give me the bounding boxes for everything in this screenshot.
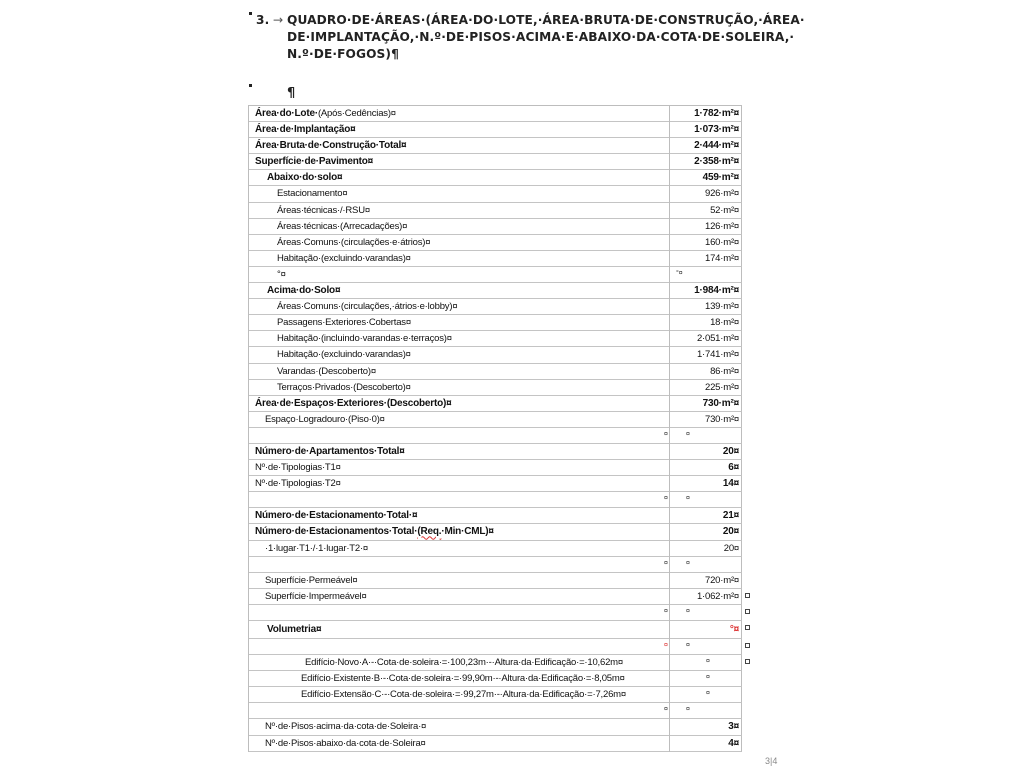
row-label: Habitação·(incluindo·varandas·e·terraços)¤: [277, 333, 452, 345]
table-row: [249, 412, 742, 428]
row-label: Área·Bruta·de·Construção·Total¤: [255, 140, 407, 152]
label-qualifier: (Após·Cedências)¤: [317, 108, 396, 119]
cell-end-mark: ¤: [686, 495, 690, 503]
column-divider: [669, 331, 670, 347]
cell-end-mark: ¤: [664, 607, 668, 615]
table-row: [249, 315, 742, 331]
table-row: [249, 492, 742, 508]
column-divider: [669, 492, 670, 508]
row-value: 18·m²¤: [710, 317, 739, 329]
row-label: Áreas·técnicas·/·RSU¤: [277, 204, 370, 216]
row-value: 2·051·m²¤: [696, 333, 739, 345]
column-divider: [669, 122, 670, 138]
column-divider: [669, 736, 670, 752]
table-row: [249, 719, 742, 735]
row-value: °¤: [729, 624, 739, 635]
column-divider: [669, 671, 670, 687]
cell-end-mark: ¤: [706, 658, 710, 666]
table-row: [249, 203, 742, 219]
cell-end-mark: ¤: [706, 674, 710, 682]
formatting-mark: [249, 12, 252, 15]
cell-end-mark: ¤: [706, 690, 710, 698]
table-row: [249, 138, 742, 154]
row-value: 126·m²¤: [705, 220, 739, 232]
row-label: Número·de·Estacionamentos·Total·(Req.·Min·CML)¤: [255, 526, 494, 538]
cell-end-mark: ¤: [664, 559, 668, 567]
cell-end-mark: ¤: [686, 642, 690, 649]
column-divider: [669, 267, 670, 283]
row-label: Edifício·Extensão·C·-·Cota·de·soleira·=·99,27m·-·Altura·da·Edificação·=·7,26m¤: [301, 689, 626, 701]
cell-end-mark: ¤: [686, 430, 690, 438]
row-label: Áreas·Comuns·(circulações,·átrios·e·lobby)¤: [277, 301, 458, 313]
row-label: Número·de·Estacionamento·Total·¤: [255, 510, 418, 522]
paragraph-mark: ¶: [287, 86, 296, 101]
column-divider: [669, 315, 670, 331]
cell-end-mark: ¤: [664, 706, 668, 714]
heading-line-3: N.º·DE·FOGOS)¶: [287, 47, 399, 61]
table-row: [249, 687, 742, 703]
column-divider: [669, 428, 670, 444]
table-row: [249, 170, 742, 186]
column-divider: [669, 219, 670, 235]
row-label: Estacionamento¤: [277, 188, 348, 200]
column-divider: [669, 299, 670, 315]
row-value: 459·m²¤: [702, 172, 739, 184]
row-value: 160·m²¤: [705, 236, 739, 248]
row-label: Espaço·Logradouro·(Piso·0)¤: [265, 413, 385, 425]
column-divider: [669, 703, 670, 719]
row-label: Volumetria¤: [267, 624, 322, 635]
row-value: 21¤: [722, 510, 739, 522]
row-value: 225·m²¤: [705, 381, 739, 393]
formatting-mark: [249, 84, 252, 87]
row-end-mark: [745, 659, 750, 664]
table-row: [249, 639, 742, 655]
section-number: 3.: [256, 13, 270, 27]
row-label: Superfície·Impermeável¤: [265, 590, 367, 602]
row-value: 926·m²¤: [705, 188, 739, 200]
row-value: 20¤: [722, 526, 739, 538]
column-divider: [669, 444, 670, 460]
row-end-mark: [745, 625, 750, 630]
table-row: [249, 557, 742, 573]
table-row: [249, 508, 742, 524]
row-label: Área·do·Lote·(Após·Cedências)¤: [255, 108, 396, 119]
row-label: Habitação·(excluindo·varandas)¤: [277, 349, 411, 361]
row-label: Número·de·Apartamentos·Total¤: [255, 445, 405, 457]
row-label: Superfície·de·Pavimento¤: [255, 156, 374, 168]
row-label: Superfície·Permeável¤: [265, 574, 358, 586]
table-row: [249, 703, 742, 719]
row-value: 14¤: [722, 478, 739, 490]
table-row: [249, 541, 742, 557]
row-label: Acima·do·Solo¤: [267, 285, 341, 297]
column-divider: [669, 573, 670, 589]
row-end-mark: [745, 643, 750, 648]
row-value: 720·m²¤: [705, 574, 739, 586]
table-row: [249, 283, 742, 299]
table-row: [249, 476, 742, 492]
column-divider: [669, 639, 670, 655]
column-divider: [669, 380, 670, 396]
column-divider: [669, 508, 670, 524]
row-label: Terraços·Privados·(Descoberto)¤: [277, 381, 411, 393]
table-row: [249, 364, 742, 380]
column-divider: [669, 203, 670, 219]
row-value: 139·m²¤: [705, 301, 739, 313]
table-row: [249, 186, 742, 202]
table-row: [249, 589, 742, 605]
column-divider: [669, 541, 670, 557]
table-row: [249, 235, 742, 251]
table-row: [249, 621, 742, 639]
table-row: [249, 573, 742, 589]
table-row: [249, 380, 742, 396]
row-value: 1·782·m²¤: [694, 108, 739, 119]
row-value: 1·062·m²¤: [696, 590, 739, 602]
column-divider: [669, 364, 670, 380]
row-value: 2·444·m²¤: [694, 140, 739, 152]
row-value: 86·m²¤: [710, 365, 739, 377]
column-divider: [669, 138, 670, 154]
row-label: Varandas·(Descoberto)¤: [277, 365, 376, 377]
column-divider: [669, 524, 670, 540]
row-label: Nº·de·Tipologias·T2¤: [255, 478, 341, 490]
column-divider: [669, 283, 670, 299]
row-label: Edifício·Novo·A·-·Cota·de·soleira·=·100,23m·-·Altura·da·Edificação·=·10,62m¤: [305, 657, 623, 669]
table-row: [249, 122, 742, 138]
row-label: °¤: [277, 268, 286, 280]
row-end-mark: [745, 609, 750, 614]
column-divider: [669, 589, 670, 605]
row-label: Abaixo·do·solo¤: [267, 172, 343, 184]
row-label: Área·de·Espaços·Exteriores·(Descoberto)¤: [255, 397, 452, 409]
row-label: Nº·de·Pisos·abaixo·da·cota·de·Soleira¤: [265, 737, 426, 749]
spellcheck-underline: (Req.: [417, 526, 442, 538]
table-row: [249, 251, 742, 267]
table-row: [249, 219, 742, 235]
table-row: [249, 460, 742, 476]
table-row: [249, 347, 742, 363]
column-divider: [669, 347, 670, 363]
page-number: 3|4: [765, 756, 778, 766]
row-label: ·1·lugar·T1·/·1·lugar·T2·¤: [265, 542, 369, 554]
row-value: 730·m²¤: [702, 397, 739, 409]
table-row: [249, 671, 742, 687]
cell-end-mark: ¤: [664, 430, 668, 438]
row-label: Nº·de·Tipologias·T1¤: [255, 462, 341, 474]
table-row: [249, 655, 742, 671]
column-divider: [669, 154, 670, 170]
row-label: Edifício·Existente·B·-·Cota·de·soleira·=·99,90m·-·Altura·da·Edificação·=·8,05m¤: [301, 673, 625, 685]
column-divider: [669, 460, 670, 476]
row-value: 1·073·m²¤: [694, 124, 739, 136]
column-divider: [669, 719, 670, 735]
column-divider: [669, 396, 670, 412]
row-value: 52·m²¤: [710, 204, 739, 216]
tab-arrow-icon: →: [273, 13, 284, 27]
row-value: 730·m²¤: [705, 413, 739, 425]
column-divider: [669, 412, 670, 428]
table-row: [249, 524, 742, 540]
table-row: [249, 331, 742, 347]
table-row: [249, 736, 742, 752]
row-label: Área·de·Implantação¤: [255, 124, 356, 136]
heading-line-1: QUADRO·DE·ÁREAS·(ÁREA·DO·LOTE,·ÁREA·BRUTA·DE·CONSTRUÇÃO,·ÁREA·: [287, 13, 805, 27]
table-row: [249, 396, 742, 412]
row-value: 20¤: [723, 542, 739, 554]
row-label: Passagens·Exteriores·Cobertas¤: [277, 317, 411, 329]
areas-table: [248, 105, 742, 752]
cell-end-mark: ¤: [664, 642, 668, 649]
column-divider: [669, 687, 670, 703]
column-divider: [669, 251, 670, 267]
cell-end-mark: ¤: [686, 559, 690, 567]
row-value: 4¤: [728, 737, 739, 749]
table-row: [249, 428, 742, 444]
column-divider: [669, 655, 670, 671]
row-label: Habitação·(excluindo·varandas)¤: [277, 252, 411, 264]
cell-end-mark: °¤: [676, 269, 683, 277]
column-divider: [669, 605, 670, 621]
column-divider: [669, 235, 670, 251]
row-value: 1·741·m²¤: [696, 349, 739, 361]
row-end-mark: [745, 593, 750, 598]
table-row: [249, 299, 742, 315]
column-divider: [669, 170, 670, 186]
table-row: [249, 444, 742, 460]
column-divider: [669, 621, 670, 639]
row-value: 2·358·m²¤: [694, 156, 739, 168]
column-divider: [669, 557, 670, 573]
cell-end-mark: ¤: [664, 495, 668, 503]
table-row: [249, 154, 742, 170]
column-divider: [669, 476, 670, 492]
table-row: [249, 267, 742, 283]
column-divider: [669, 106, 670, 122]
row-value: 3¤: [728, 721, 739, 733]
row-value: 6¤: [728, 462, 739, 474]
row-label: Nº·de·Pisos·acima·da·cota·de·Soleira·¤: [265, 721, 427, 733]
row-label: Áreas·Comuns·(circulações·e·átrios)¤: [277, 236, 431, 248]
table-row: [249, 106, 742, 122]
row-label: Áreas·técnicas·(Arrecadações)¤: [277, 220, 408, 232]
row-value: 1·984·m²¤: [694, 285, 739, 297]
row-value: 20¤: [722, 445, 739, 457]
heading-line-2: DE·IMPLANTAÇÃO,·N.º·DE·PISOS·ACIMA·E·ABAIXO·DA·COTA·DE·SOLEIRA,·: [287, 30, 795, 44]
column-divider: [669, 186, 670, 202]
cell-end-mark: ¤: [686, 607, 690, 615]
table-row: [249, 605, 742, 621]
row-value: 174·m²¤: [705, 252, 739, 264]
cell-end-mark: ¤: [686, 706, 690, 714]
